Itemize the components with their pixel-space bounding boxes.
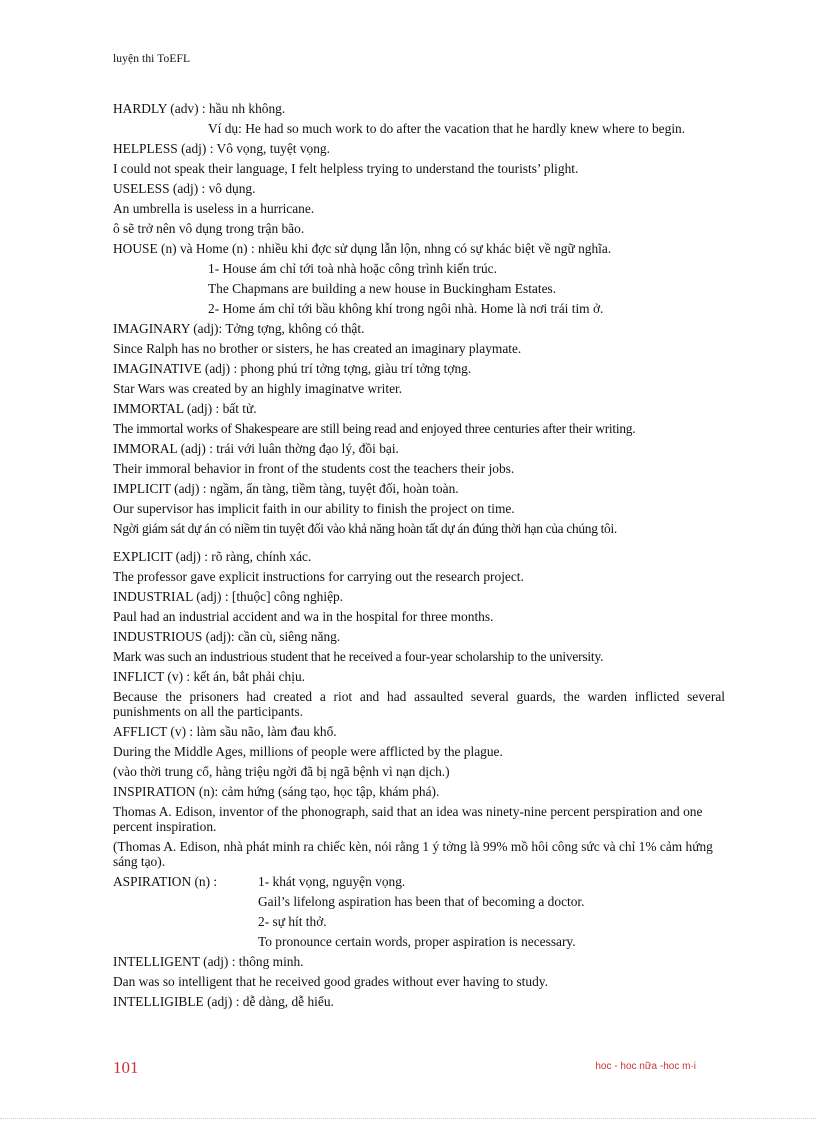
document-body [113,101,725,1014]
text-line: (Thomas A. Edison, nhà phát minh ra chiếc kèn, nói rằng 1 ý tởng là 99% mồ hôi công sức và chỉ 1% cảm hứng sáng tạo). [113,839,713,869]
text-line: HOUSE (n) và Home (n) : nhiều khi đợc sử dụng lẫn lộn, nhng có sự khác biệt về ngữ nghĩa. [113,241,612,256]
text-line: ô sẽ trở nên vô dụng trong trận bão. [113,221,305,236]
text-line: 2- Home ám chỉ tới bầu không khí trong ngôi nhà. Home là nơi trái tim ở. [208,301,604,316]
text-line: IMPLICIT (adj) : ngầm, ẩn tàng, tiềm tàng, tuyệt đối, hoàn toàn. [113,481,459,496]
page-number: 101 [113,1058,139,1077]
text-line: (vào thời trung cổ, hàng triệu ngời đã bị ngã bệnh vì nạn dịch.) [113,764,450,779]
definition-text: 1- khát vọng, nguyện vọng. [258,874,406,889]
text-line: AFFLICT (v) : làm sầu não, làm đau khổ. [113,724,337,739]
text-line: Since Ralph has no brother or sisters, he has created an imaginary playmate. [113,341,522,356]
text-line: EXPLICIT (adj) : rõ ràng, chính xác. [113,549,312,564]
text-line: I could not speak their language, I felt helpless trying to understand the tourists’ plight. [113,161,579,176]
text-line: INFLICT (v) : kết án, bắt phải chịu. [113,669,306,684]
text-line: Thomas A. Edison, inventor of the phonograph, said that an idea was ninety-nine percent perspiration and one percent inspiration. [113,804,703,834]
text-line: Ví dụ: He had so much work to do after the vacation that he hardly knew where to begin. [208,121,686,136]
text-line: Our supervisor has implicit faith in our ability to finish the project on time. [113,501,515,516]
text-line: Dan was so intelligent that he received good grades without ever having to study. [113,974,548,989]
text-line: HELPLESS (adj) : Vô vọng, tuyệt vọng. [113,141,330,156]
text-line: An umbrella is useless in a hurricane. [113,201,315,216]
text-line: 1- House ám chỉ tới toà nhà hoặc công trình kiến trúc. [208,261,497,276]
text-line: HARDLY (adv) : hầu nh không. [113,101,286,116]
text-line: The immortal works of Shakespeare are still being read and enjoyed three centuries after their writing. [113,421,636,436]
text-line: 2- sự hít thở. [258,914,327,929]
text-line: IMMORAL (adj) : trái với luân thờng đạo lý, đồi bại. [113,441,399,456]
text-line: INDUSTRIOUS (adj): cần cù, siêng năng. [113,629,341,644]
text-line: IMAGINARY (adj): Tởng tợng, không có thật. [113,321,365,336]
text-line: USELESS (adj) : vô dụng. [113,181,256,196]
text-line: During the Middle Ages, millions of people were afflicted by the plague. [113,744,503,759]
text-line: INSPIRATION (n): cảm hứng (sáng tạo, học tập, khám phá). [113,784,440,799]
text-line: INDUSTRIAL (adj) : [thuộc] công nghiệp. [113,589,344,604]
footer-motto: hoc - hoc nữa -hoc m·i [595,1061,696,1072]
text-line: Because the prisoners had created a riot and had assaulted several guards, the warden inflicted several punishments on all the participants. [113,689,725,719]
text-line: INTELLIGIBLE (adj) : dễ dàng, dễ hiểu. [113,994,334,1009]
text-line: INTELLIGENT (adj) : thông minh. [113,954,304,969]
text-line: IMAGINATIVE (adj) : phong phú trí tởng tợng, giàu trí tởng tợng. [113,361,472,376]
text-line: The Chapmans are building a new house in Buckingham Estates. [208,281,557,296]
page-header: luyện thi ToEFL [113,53,191,65]
term-label: ASPIRATION (n) : [113,874,218,889]
text-line: Gail’s lifelong aspiration has been that of becoming a doctor. [258,894,585,909]
text-line [113,874,725,894]
text-line: Their immoral behavior in front of the students cost the teachers their jobs. [113,461,515,476]
text-line: Ngời giám sát dự án có niềm tin tuyệt đối vào khả năng hoàn tất dự án đúng thời hạn của chúng tôi. [113,521,617,536]
text-line: Mark was such an industrious student that he received a four-year scholarship to the university. [113,649,604,664]
text-line: Paul had an industrial accident and wa in the hospital for three months. [113,609,494,624]
text-line: To pronounce certain words, proper aspiration is necessary. [258,934,576,949]
spacer [113,541,725,549]
text-line: The professor gave explicit instructions for carrying out the research project. [113,569,524,584]
page-bottom-divider [0,1118,816,1119]
text-line: IMMORTAL (adj) : bất tử. [113,401,257,416]
text-line: Star Wars was created by an highly imaginatve writer. [113,381,403,396]
